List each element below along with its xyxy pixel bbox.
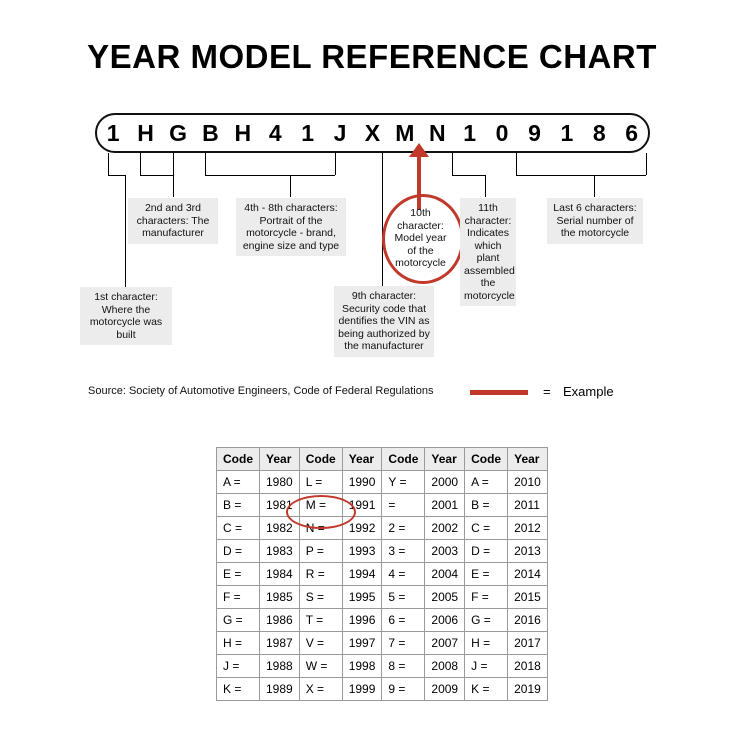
- table-cell: N =: [299, 517, 342, 540]
- leader-line: [594, 175, 595, 197]
- table-cell: 2011: [508, 494, 548, 517]
- callout-fourth-eighth-characters: 4th - 8th characters: Portrait of the motorcycle - brand, engine size and type: [236, 198, 346, 256]
- table-cell: 1983: [260, 540, 300, 563]
- vin-char: 8: [592, 119, 606, 146]
- table-cell: 1984: [260, 563, 300, 586]
- table-cell: 2005: [425, 586, 465, 609]
- table-cell: 2010: [508, 471, 548, 494]
- leader-line: [140, 175, 173, 176]
- table-cell: F =: [217, 586, 260, 609]
- table-cell: 3 =: [382, 540, 425, 563]
- table-row: [217, 517, 548, 540]
- table-cell: 1989: [260, 678, 300, 701]
- table-cell: S =: [299, 586, 342, 609]
- leader-line: [140, 153, 141, 175]
- table-cell: 2015: [508, 586, 548, 609]
- vin-char: 9: [528, 119, 541, 146]
- table-cell: V =: [299, 632, 342, 655]
- table-cell: 2019: [508, 678, 548, 701]
- table-cell: 2002: [425, 517, 465, 540]
- source-note: Source: Society of Automotive Engineers, Code of Federal Regulations: [88, 385, 434, 397]
- table-header-row: [217, 448, 548, 471]
- leader-line: [382, 153, 383, 286]
- table-cell: D =: [217, 540, 260, 563]
- table-cell: 7 =: [382, 632, 425, 655]
- table-cell: H =: [465, 632, 508, 655]
- table-cell: 2 =: [382, 517, 425, 540]
- vin-char: J: [333, 119, 347, 146]
- table-cell: 2014: [508, 563, 548, 586]
- highlight-ellipse-m-1991: [286, 495, 356, 529]
- table-cell: 2000: [425, 471, 465, 494]
- table-cell: 2016: [508, 609, 548, 632]
- callout-eleventh-character: 11th character: Indicates which plant assembled the motorcycle: [460, 198, 516, 306]
- table-cell: =: [382, 494, 425, 517]
- leader-line: [108, 153, 109, 175]
- vin-capsule: [95, 113, 650, 153]
- table-cell: 2003: [425, 540, 465, 563]
- table-cell: D =: [465, 540, 508, 563]
- vin-char: H: [137, 119, 154, 146]
- table-cell: 1993: [342, 540, 382, 563]
- table-cell: C =: [465, 517, 508, 540]
- table-header-cell: Code: [217, 448, 260, 471]
- leader-line: [516, 153, 517, 175]
- table-header-cell: Year: [508, 448, 548, 471]
- vin-char: 1: [301, 119, 315, 146]
- table-cell: A =: [465, 471, 508, 494]
- leader-line: [173, 153, 174, 175]
- leader-line: [205, 153, 206, 175]
- code-year-table: [216, 447, 548, 701]
- table-cell: J =: [465, 655, 508, 678]
- table-cell: 2008: [425, 655, 465, 678]
- legend-equals: =: [543, 384, 551, 399]
- table-row: [217, 586, 548, 609]
- table-cell: E =: [217, 563, 260, 586]
- vin-char: 1: [560, 119, 574, 146]
- table-cell: 1981: [260, 494, 300, 517]
- table-cell: 2013: [508, 540, 548, 563]
- vin-char: H: [234, 119, 252, 146]
- table-header-cell: Year: [260, 448, 300, 471]
- table-header-cell: Code: [465, 448, 508, 471]
- table-cell: 1990: [342, 471, 382, 494]
- table-cell: 2017: [508, 632, 548, 655]
- table-cell: 2012: [508, 517, 548, 540]
- callout-last-six-characters: Last 6 characters: Serial number of the motorcycle: [547, 198, 643, 244]
- table-cell: 1980: [260, 471, 300, 494]
- table-cell: R =: [299, 563, 342, 586]
- table-row: [217, 632, 548, 655]
- table-cell: B =: [217, 494, 260, 517]
- table-cell: 2004: [425, 563, 465, 586]
- table-row: [217, 609, 548, 632]
- vin-char: 1: [463, 119, 477, 146]
- table-cell: B =: [465, 494, 508, 517]
- table-row: [217, 563, 548, 586]
- vin-char: X: [364, 119, 381, 146]
- table-cell: K =: [217, 678, 260, 701]
- vin-char: 1: [106, 119, 120, 146]
- vin-char: 0: [495, 119, 509, 146]
- legend-example-bar: [470, 390, 528, 395]
- vin-char: M: [395, 119, 415, 146]
- table-header-cell: Code: [299, 448, 342, 471]
- table-cell: P =: [299, 540, 342, 563]
- leader-line: [125, 175, 126, 287]
- table-cell: 1994: [342, 563, 382, 586]
- table-cell: 5 =: [382, 586, 425, 609]
- table-row: [217, 540, 548, 563]
- table-cell: 1992: [342, 517, 382, 540]
- table-cell: 1995: [342, 586, 382, 609]
- table-cell: 1982: [260, 517, 300, 540]
- table-cell: G =: [217, 609, 260, 632]
- table-cell: 2006: [425, 609, 465, 632]
- table-row: [217, 471, 548, 494]
- table-cell: Y =: [382, 471, 425, 494]
- table-cell: 1987: [260, 632, 300, 655]
- table-cell: E =: [465, 563, 508, 586]
- vin-char: 4: [268, 119, 282, 146]
- leader-line: [485, 175, 486, 197]
- table-header-cell: Code: [382, 448, 425, 471]
- table-cell: M =: [299, 494, 342, 517]
- table-cell: 1985: [260, 586, 300, 609]
- table-cell: H =: [217, 632, 260, 655]
- callout-second-third-characters: 2nd and 3rd characters: The manufacturer: [128, 198, 218, 244]
- legend-label: Example: [563, 384, 614, 399]
- table-cell: 6 =: [382, 609, 425, 632]
- table-cell: W =: [299, 655, 342, 678]
- vin-char: N: [428, 119, 446, 146]
- leader-line: [173, 175, 174, 197]
- vin-char: B: [202, 119, 219, 146]
- leader-line: [108, 175, 125, 176]
- table-row: [217, 678, 548, 701]
- table-cell: L =: [299, 471, 342, 494]
- table-cell: 1997: [342, 632, 382, 655]
- leader-line: [335, 153, 336, 175]
- page-title: YEAR MODEL REFERENCE CHART: [87, 38, 657, 75]
- vin-char: G: [169, 119, 187, 146]
- leader-line: [290, 175, 291, 197]
- table-cell: A =: [217, 471, 260, 494]
- table-row: [217, 494, 548, 517]
- table-cell: 1996: [342, 609, 382, 632]
- leader-line: [516, 175, 646, 176]
- leader-line: [646, 153, 647, 175]
- leader-line: [452, 153, 453, 175]
- table-cell: C =: [217, 517, 260, 540]
- table-cell: 2009: [425, 678, 465, 701]
- table-cell: T =: [299, 609, 342, 632]
- leader-line: [452, 175, 485, 176]
- table-cell: 1988: [260, 655, 300, 678]
- leader-line: [205, 175, 335, 176]
- table-cell: 1986: [260, 609, 300, 632]
- table-cell: 2007: [425, 632, 465, 655]
- table-cell: K =: [465, 678, 508, 701]
- table-cell: 8 =: [382, 655, 425, 678]
- table-cell: J =: [217, 655, 260, 678]
- table-cell: 9 =: [382, 678, 425, 701]
- callout-tenth-character: 10th character: Model year of the motorcycle: [394, 207, 447, 269]
- table-cell: X =: [299, 678, 342, 701]
- table-cell: 2001: [425, 494, 465, 517]
- table-header-cell: Year: [342, 448, 382, 471]
- vin-char: 6: [625, 119, 639, 146]
- table-cell: 4 =: [382, 563, 425, 586]
- callout-ninth-character: 9th character: Security code that dentifies the VIN as being authorized by the manufacturer: [334, 286, 434, 357]
- table-cell: 1998: [342, 655, 382, 678]
- table-row: [217, 655, 548, 678]
- table-cell: 1999: [342, 678, 382, 701]
- table-cell: G =: [465, 609, 508, 632]
- table-cell: F =: [465, 586, 508, 609]
- table-header-cell: Year: [425, 448, 465, 471]
- table-cell: 2018: [508, 655, 548, 678]
- callout-first-character: 1st character: Where the motorcycle was built: [80, 287, 172, 345]
- table-cell: 1991: [342, 494, 382, 517]
